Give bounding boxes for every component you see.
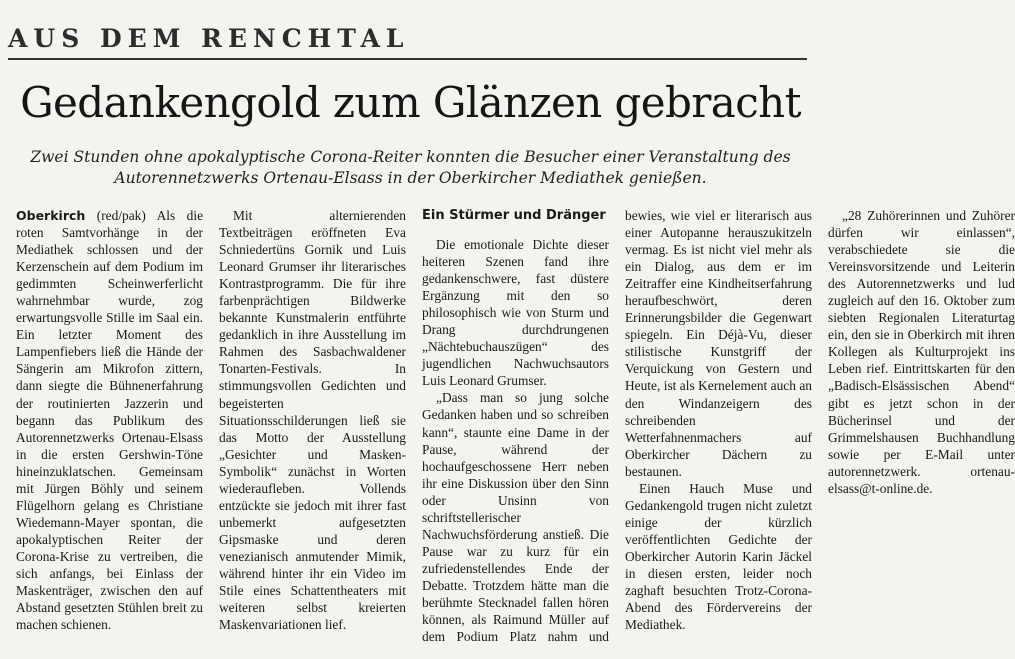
article-paragraph <box>16 207 203 633</box>
article-paragraph: Einen Hauch Muse und Gedankengold trugen nicht zuletzt einige der kürzlich veröffentlichten Gedichte der Oberkircher Autorin Karin Jäckel in diesen ersten, leider noch zaghaft besuchten Trotz-Corona-Abend des Fördervereins der Mediathek. <box>625 480 812 633</box>
dateline: Oberkirch <box>16 208 86 223</box>
article-paragraph: „28 Zuhörerinnen und Zuhörer dürfen wir einlassen“, verabschiedete sie die Vereinsvorsitzende und Leiterin des Autorennetzwerks und lud zugleich auf den 16. Oktober zum siebten Regionalen Literaturtag ein, den sie in Oberkirch mit ihren Kollegen als Kulturprojekt ins Leben rief. Eintrittskarten für den „Badisch-Elsässischen Abend“ gibt es jetzt schon in der Bücherinsel und der Grimmelshausen Buchhandlung sowie per E-Mail unter autorennetzwerk. ortenau-elsass@t-online.de. <box>828 208 1015 496</box>
article-subheading: Ein Stürmer und Dränger <box>422 208 606 223</box>
section-kicker: AUS DEM RENCHTAL <box>8 24 410 53</box>
paragraph-text: Als die roten Samtvorhänge in der Mediathek schlossen und der Kerzenschein auf dem Podium im gedimmten Scheinwerferlicht wahrnehmbar wurde, zog erwartungsvolle Stille im Saal ein. Ein letzter Moment des Lampenfiebers ließ die Hände der Sängerin am Mikrofon zittern, dann siegte die Bühnenerfahrung der routinierten Jazzerin und begann das Publikum des Autorennetzwerks Ortenau-Elsass in die ersten Gershwin-Töne hineinzuklatschen. Gemeinsam mit Jürgen Böhly und seinem Flügelhorn gelang es Christiane Wiedemann-Mayer spontan, die apokalyptischen Reiter der Corona-Krise zu vertreiben, die sich anfangs, bei Einlass der Maskenträger, zwischen den auf Abstand gesetzten Stühlen breit zu machen schienen. <box>16 208 204 633</box>
byline: (red/pak) <box>85 208 157 223</box>
headline: Gedankengold zum Glänzen gebracht <box>20 78 801 127</box>
article-body <box>16 207 1015 653</box>
subheadline: Zwei Stunden ohne apokalyptische Corona-Reiter konnten die Besucher einer Veranstaltung des Autorennetzwerks Ortenau-Elsass in der Oberkircher Mediathek genießen. <box>30 148 791 187</box>
kicker-rule <box>8 58 807 60</box>
article-paragraph: Die emotionale Dichte dieser heiteren Szenen fand ihre gedankenschwere, fast düstere Ergänzung mit den so philosophisch wie von Sturm und Drang durchdrungenen „Nächtebuchauszügen“ des jugendlichen Nachwuchsautors Luis Leonard Grumser. <box>422 237 609 389</box>
article-paragraph: Mit alternierenden Textbeiträgen eröffneten Eva Schniedertüns Gornik und Luis Leonard Grumser ihr literarisches Kontrastprogramm. Die für ihre farbenprächtigen Bildwerke bekannte Kunstmalerin entführte gedanklich in ihre Ausstellung im Rahmen des Sasbachwaldener Tonarten-Festivals. In stimmungsvollen Gedichten und begeisterten Situationsschilderungen ließ sie das Motto der Ausstellung „Gesichter und Masken-Symbolik“ zunächst in Worten wiederaufleben. Vollends entzückte sie jedoch mit ihrer fast unbemerkt aufgesetzten Gipsmaske und deren venezianisch anmutender Mimik, während hinter ihr ein Video im Stile eines Schattentheaters mit weiteren selbst kreierten Maskenvariationen lief. <box>219 208 406 633</box>
article-paragraph: „Dass man so jung solche Gedanken haben und so schreiben kann“, staunte eine Dame in der Pause, während der hochaufgeschossene Herr neben ihr eine Diskussion über den Sinn oder Unsinn von schriftstellerischer Nachwuchsförderung anstieß. Die Pause war zu kurz für ein zufriedenstellendes Ende der Debatte. Trotzdem hätte man die berühmte Stecknadel fallen hören können, als Raimund Müller auf dem Podium Platz nahm und bewies, wie viel er literarisch aus einer Autopanne herauszukitzeln vermag. Es ist nicht viel mehr als ein Dialog, aus dem er im Zeitraffer eine Kindheitserfahrung heraufbeschwört, deren Erinnerungsbilder die Gegenwart spiegeln. Ein Déjà-Vu, dieser stilistische Kunstgriff der Verquickung von Gestern und Heute, ist als Kernelement auch an den Windanzeigern des schreibenden Wetterfahnenmachers auf Oberkircher Dächern zu bestaunen. <box>422 208 812 645</box>
